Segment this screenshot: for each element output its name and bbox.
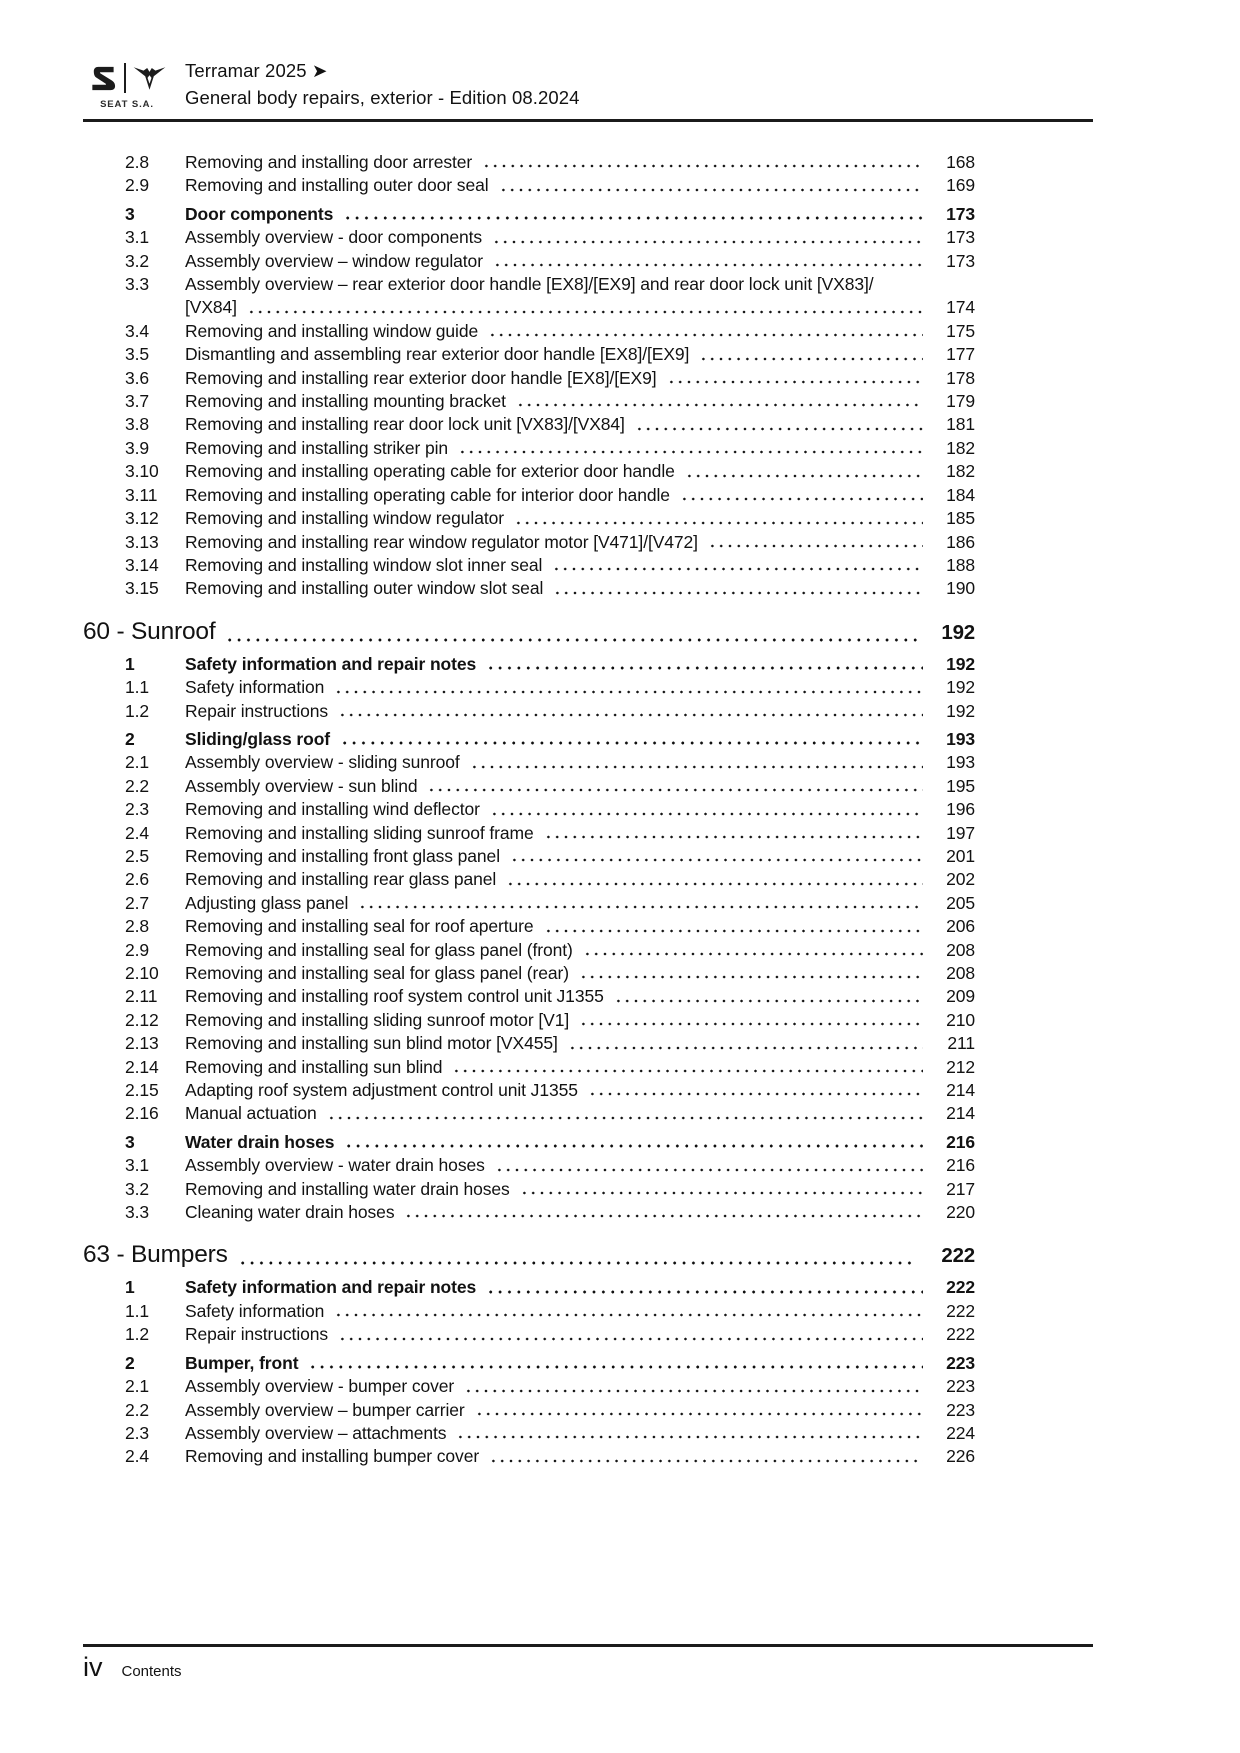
toc-entry-number: 2.1 (125, 752, 150, 773)
toc-entry-row (83, 151, 975, 174)
toc-entry-title: Manual actuation (185, 1103, 317, 1124)
toc-entry-number: 3.14 (125, 554, 159, 575)
toc-entry-number: 3.3 (125, 274, 150, 295)
toc-entry-title: Removing and installing sliding sunroof motor [V1] (185, 1009, 570, 1030)
toc-entry-page: 210 (946, 1009, 975, 1030)
toc-entry-row (83, 676, 975, 699)
toc-entry-number: 3.5 (125, 344, 150, 365)
toc-entry-row (83, 437, 975, 460)
brand-block (83, 60, 171, 110)
toc-entry-page: 222 (946, 1324, 975, 1345)
toc-entry-title: Assembly overview - sliding sunroof (185, 752, 460, 773)
toc-entry-page: 181 (946, 414, 975, 435)
toc-entry-page: 192 (946, 700, 975, 721)
dot-leader (468, 751, 923, 774)
dot-leader (462, 1375, 923, 1398)
seat-logo-icon (88, 64, 117, 93)
toc-entry-page: 173 (946, 203, 975, 224)
dot-leader (518, 1178, 923, 1201)
toc-entry-row (83, 939, 975, 962)
toc-entry-page: 175 (946, 320, 975, 341)
toc-entry-number: 2.2 (125, 775, 150, 796)
toc-entry-page: 223 (946, 1376, 975, 1397)
toc-entry-title: Removing and installing striker pin (185, 437, 449, 458)
toc-entry-title: Repair instructions (185, 700, 329, 721)
toc-entry-page: 190 (946, 578, 975, 599)
toc-entry-number: 1.2 (125, 700, 150, 721)
toc-entry-title: Removing and installing operating cable for exterior door handle (185, 461, 675, 482)
dot-leader (332, 676, 923, 699)
toc-entry-page: 182 (946, 461, 975, 482)
toc-entry-title: Removing and installing roof system control unit J1355 (185, 986, 604, 1007)
toc-entry-page: 211 (947, 1033, 975, 1054)
dot-leader (493, 1154, 923, 1177)
dot-leader (586, 1079, 923, 1102)
toc-entry-page: 182 (946, 437, 975, 458)
toc-entry-row (83, 343, 975, 366)
toc-entry-row (83, 1056, 975, 1079)
dot-leader (706, 531, 923, 554)
toc-entry-number: 1.1 (125, 677, 150, 698)
toc-entry-title: Safety information (185, 677, 325, 698)
dot-leader (425, 775, 923, 798)
dot-leader (551, 577, 923, 600)
dot-leader (678, 484, 923, 507)
toc-entry-number: 2.14 (125, 1056, 159, 1077)
toc-entry-number: 2.1 (125, 1376, 150, 1397)
page-header (83, 56, 1093, 111)
toc-entry-number: 2.2 (125, 1399, 150, 1420)
toc-entry-page: 173 (946, 250, 975, 271)
toc-entry-number: 2.7 (125, 892, 150, 913)
dot-leader (542, 915, 923, 938)
toc-entry-row (83, 250, 975, 273)
toc-entry-row (83, 1422, 975, 1445)
toc-entry-row (83, 1445, 975, 1468)
toc-entry-title: Dismantling and assembling rear exterior door handle [EX8]/[EX9] (185, 344, 690, 365)
toc-entry-number: 3.2 (125, 1178, 150, 1199)
toc-entry-page: 205 (946, 892, 975, 913)
toc-entry-title: Removing and installing front glass panel (185, 845, 500, 866)
toc-entry-row (83, 413, 975, 436)
toc-entry-page: 209 (946, 986, 975, 1007)
toc-entry-number: 3.7 (125, 391, 150, 412)
toc-entry-title: Removing and installing sliding sunroof frame (185, 822, 534, 843)
toc-entry-page: 197 (946, 822, 975, 843)
toc-entry-number: 2.9 (125, 175, 150, 196)
toc-entry-number: 2.12 (125, 1009, 159, 1030)
dot-leader (697, 343, 923, 366)
toc-chapter-row (83, 1239, 975, 1271)
toc-entry-page: 174 (946, 297, 975, 318)
toc-entry-title: Removing and installing mounting bracket (185, 391, 506, 412)
dot-leader (683, 460, 923, 483)
toc-entry-page: 188 (946, 554, 975, 575)
dot-leader (491, 250, 923, 273)
toc-entry-page: 216 (946, 1155, 975, 1176)
toc-entry-row (83, 798, 975, 821)
toc-entry-number: 3.4 (125, 320, 150, 341)
toc-entry-number: 2.11 (125, 986, 158, 1007)
dot-leader (356, 892, 923, 915)
toc-entry-row-continuation (83, 296, 975, 319)
toc-entry-row (83, 320, 975, 343)
toc-entry-page: 169 (946, 175, 975, 196)
toc-entry-title: Assembly overview – window regulator (185, 250, 483, 271)
toc-entry-number: 1.2 (125, 1324, 150, 1345)
toc-entry-page: 214 (946, 1103, 975, 1124)
toc-entry-title: Adapting roof system adjustment control unit J1355 (185, 1080, 578, 1101)
dot-leader (612, 985, 923, 1008)
toc-entry-title: Adjusting glass panel (185, 892, 349, 913)
toc-entry-page: 226 (946, 1446, 975, 1467)
dot-leader (245, 296, 923, 319)
toc-entry-row (83, 962, 975, 985)
toc-entry-row (83, 1102, 975, 1125)
dot-leader (338, 728, 923, 751)
cupra-logo-icon (133, 65, 166, 92)
dot-leader (542, 822, 923, 845)
toc-entry-row (83, 507, 975, 530)
toc-entry-title: Assembly overview – bumper carrier (185, 1399, 465, 1420)
toc-entry-row (83, 985, 975, 1008)
document-subtitle: General body repairs, exterior - Edition 08.2024 (185, 86, 580, 108)
toc-entry-number: 2 (125, 728, 135, 749)
dot-leader (497, 174, 923, 197)
toc-entry-title: Assembly overview - water drain hoses (185, 1155, 485, 1176)
toc-entry-page: 178 (946, 367, 975, 388)
toc-entry-title: Removing and installing sun blind motor [VX455] (185, 1033, 558, 1054)
toc-entry-title: Removing and installing window regulator (185, 508, 504, 529)
toc-entry-page: 185 (946, 508, 975, 529)
dot-leader (332, 1300, 923, 1323)
toc-entry-number: 1 (125, 653, 135, 674)
toc-entry-title: Removing and installing door arrester (185, 152, 473, 172)
toc-entry-row (83, 892, 975, 915)
toc-entry-number: 3 (125, 1131, 135, 1152)
toc-entry-row (83, 915, 975, 938)
toc-entry-title: Assembly overview – attachments (185, 1422, 447, 1443)
brand-name: SEAT S.A. (100, 99, 154, 110)
toc-entry-number: 3.15 (125, 578, 159, 599)
toc-entry-title-continued: [VX84] (185, 297, 237, 318)
dot-leader (484, 1276, 923, 1299)
toc-entry-page: 220 (946, 1202, 975, 1223)
toc-entry-number: 2.8 (125, 152, 150, 172)
toc-entry-row (83, 700, 975, 723)
toc-entry-number: 3.3 (125, 1202, 150, 1223)
dot-leader (487, 1445, 923, 1468)
toc-entry-row (83, 554, 975, 577)
dot-leader (566, 1032, 923, 1055)
toc-entry-number: 3.1 (125, 227, 150, 248)
dot-leader (665, 367, 923, 390)
toc-entry-row (83, 273, 975, 296)
toc-entry-title: Removing and installing rear glass panel (185, 869, 497, 890)
toc-entry-row (83, 728, 975, 751)
toc-entry-title: Cleaning water drain hoses (185, 1202, 395, 1223)
toc-entry-page: 222 (946, 1300, 975, 1321)
toc-entry-number: 3.12 (125, 508, 159, 529)
toc-entry-row (83, 367, 975, 390)
toc-entry-title: Sliding/glass roof (185, 728, 331, 749)
toc-entry-row (83, 1201, 975, 1224)
toc-entry-page: 223 (946, 1352, 975, 1373)
toc-entry-row (83, 1131, 975, 1154)
dot-leader (512, 507, 923, 530)
dot-leader (490, 226, 923, 249)
toc-entry-number: 3.11 (125, 484, 158, 505)
toc-chapter-page: 192 (941, 620, 975, 644)
toc-entry-page: 222 (946, 1277, 975, 1298)
dot-leader (484, 653, 923, 676)
toc-entry-page: 212 (946, 1056, 975, 1077)
toc-entry-page: 186 (946, 531, 975, 552)
toc-entry-row (83, 1079, 975, 1102)
toc-entry-title: Assembly overview – rear exterior door handle [EX8]/[EX9] and rear door lock unit [VX83]/ (185, 274, 874, 295)
dot-leader (633, 413, 923, 436)
toc-entry-row (83, 822, 975, 845)
toc-entry-number: 1 (125, 1277, 135, 1298)
toc-entry-page: 224 (946, 1422, 975, 1443)
toc-entry-title: Removing and installing seal for glass panel (front) (185, 939, 573, 960)
toc-entry-row (83, 1276, 975, 1299)
dot-leader (236, 1239, 917, 1271)
toc-entry-row (83, 845, 975, 868)
toc-entry-row (83, 1154, 975, 1177)
document-titles (185, 56, 1093, 111)
toc-entry-row (83, 531, 975, 554)
toc-entry-title: Bumper, front (185, 1352, 299, 1373)
toc-entry-page: 177 (946, 344, 975, 365)
toc-entry-number: 3.10 (125, 461, 159, 482)
toc-entry-row (83, 1375, 975, 1398)
toc-entry-page: 192 (946, 653, 975, 674)
toc-entry-number: 3.6 (125, 367, 150, 388)
toc-entry-number: 2.16 (125, 1103, 159, 1124)
toc-entry-title: Removing and installing rear door lock unit [VX83]/[VX84] (185, 414, 625, 435)
dot-leader (454, 1422, 923, 1445)
toc-entry-title: Assembly overview - door components (185, 227, 483, 248)
toc-entry-number: 3.13 (125, 531, 159, 552)
table-of-contents (83, 151, 975, 1469)
toc-entry-page: 173 (946, 227, 975, 248)
toc-entry-row (83, 390, 975, 413)
toc-entry-row (83, 1352, 975, 1375)
toc-entry-number: 1.1 (125, 1300, 150, 1321)
toc-entry-page: 202 (946, 869, 975, 890)
toc-chapter-title: 60 - Sunroof (83, 617, 216, 645)
toc-entry-number: 2.9 (125, 939, 150, 960)
toc-entry-number: 2.8 (125, 916, 150, 937)
toc-entry-number: 2.4 (125, 822, 150, 843)
dot-leader (223, 616, 917, 648)
toc-entry-title: Removing and installing sun blind (185, 1056, 443, 1077)
dot-leader (577, 962, 923, 985)
toc-chapter-title: 63 - Bumpers (83, 1241, 228, 1269)
dot-leader (450, 1056, 923, 1079)
page-footer (83, 1652, 182, 1682)
toc-entry-row (83, 174, 975, 197)
toc-entry-title: Removing and installing operating cable for interior door handle (185, 484, 670, 505)
toc-entry-title: Repair instructions (185, 1324, 329, 1345)
dot-leader (341, 203, 923, 226)
toc-entry-title: Assembly overview - bumper cover (185, 1376, 455, 1397)
toc-entry-page: 179 (946, 391, 975, 412)
toc-entry-number: 2.6 (125, 869, 150, 890)
toc-chapter-row (83, 616, 975, 648)
toc-entry-page: 217 (946, 1178, 975, 1199)
logo-divider (124, 63, 126, 93)
toc-entry-number: 2.15 (125, 1080, 159, 1101)
toc-entry-title: Removing and installing water drain hoses (185, 1178, 510, 1199)
toc-entry-row (83, 1032, 975, 1055)
toc-entry-row (83, 1009, 975, 1032)
toc-entry-row (83, 484, 975, 507)
dot-leader (336, 700, 923, 723)
dot-leader (473, 1399, 923, 1422)
dot-leader (488, 798, 923, 821)
document-model-title: Terramar 2025 ➤ (185, 60, 328, 81)
toc-entry-number: 3.1 (125, 1155, 150, 1176)
toc-entry-row (83, 1178, 975, 1201)
toc-entry-row (83, 1300, 975, 1323)
toc-entry-page: 184 (946, 484, 975, 505)
toc-entry-row (83, 460, 975, 483)
toc-entry-page: 216 (946, 1131, 975, 1152)
toc-entry-row (83, 751, 975, 774)
dot-leader (504, 868, 923, 891)
toc-entry-page: 193 (946, 728, 975, 749)
toc-entry-number: 2.13 (125, 1033, 159, 1054)
dot-leader (581, 939, 923, 962)
dot-leader (325, 1102, 923, 1125)
toc-entry-page: 196 (946, 799, 975, 820)
toc-entry-title: Safety information and repair notes (185, 653, 477, 674)
toc-entry-page: 208 (946, 963, 975, 983)
toc-entry-page: 223 (946, 1399, 975, 1420)
toc-entry-title: Removing and installing window guide (185, 320, 479, 341)
toc-entry-title: Water drain hoses (185, 1131, 335, 1152)
toc-entry-row (83, 1323, 975, 1346)
toc-entry-title: Removing and installing seal for roof aperture (185, 916, 534, 937)
toc-entry-page: 206 (946, 916, 975, 937)
toc-entry-page: 192 (946, 677, 975, 698)
toc-entry-title: Removing and installing rear window regulator motor [V471]/[V472] (185, 531, 698, 552)
toc-entry-title: Safety information and repair notes (185, 1277, 477, 1298)
toc-entry-title: Removing and installing rear exterior door handle [EX8]/[EX9] (185, 367, 657, 388)
toc-entry-number: 2.3 (125, 1422, 150, 1443)
toc-entry-title: Removing and installing wind deflector (185, 799, 480, 820)
toc-entry-title: Safety information (185, 1300, 325, 1321)
toc-entry-title: Removing and installing bumper cover (185, 1446, 480, 1467)
dot-leader (514, 390, 923, 413)
toc-entry-number: 2.3 (125, 799, 150, 820)
toc-entry-page: 168 (946, 152, 975, 172)
dot-leader (480, 151, 923, 174)
toc-entry-title: Door components (185, 203, 334, 224)
dot-leader (456, 437, 923, 460)
toc-entry-row (83, 203, 975, 226)
toc-entry-number: 2 (125, 1352, 135, 1373)
dot-leader (577, 1009, 923, 1032)
toc-entry-title: Removing and installing outer window slot seal (185, 578, 544, 599)
toc-entry-number: 3.8 (125, 414, 150, 435)
dot-leader (508, 845, 923, 868)
page-number: iv (83, 1652, 103, 1682)
brand-logos (83, 60, 171, 96)
dot-leader (402, 1201, 923, 1224)
toc-entry-title: Removing and installing seal for glass panel (rear) (185, 963, 569, 983)
dot-leader (306, 1352, 923, 1375)
toc-entry-page: 201 (946, 845, 975, 866)
toc-entry-page: 214 (946, 1080, 975, 1101)
toc-entry-number: 2.10 (125, 963, 159, 983)
dot-leader (550, 554, 923, 577)
toc-entry-page: 208 (946, 939, 975, 960)
dot-leader (486, 320, 923, 343)
toc-chapter-page: 222 (941, 1244, 975, 1268)
toc-entry-row (83, 868, 975, 891)
toc-entry-row (83, 653, 975, 676)
toc-entry-number: 3.2 (125, 250, 150, 271)
dot-leader (336, 1323, 923, 1346)
toc-entry-number: 3.9 (125, 437, 150, 458)
footer-rule (83, 1644, 1093, 1647)
footer-label: Contents (121, 1663, 182, 1680)
toc-entry-page: 195 (946, 775, 975, 796)
toc-entry-row (83, 775, 975, 798)
toc-entry-title: Assembly overview - sun blind (185, 775, 418, 796)
header-rule (83, 119, 1093, 122)
toc-entry-row (83, 1399, 975, 1422)
dot-leader (342, 1131, 923, 1154)
toc-entry-number: 3 (125, 203, 135, 224)
toc-entry-row (83, 577, 975, 600)
toc-entry-number: 2.4 (125, 1446, 150, 1467)
toc-entry-row (83, 226, 975, 249)
toc-entry-page: 193 (946, 752, 975, 773)
toc-entry-number: 2.5 (125, 845, 150, 866)
toc-entry-title: Removing and installing outer door seal (185, 175, 489, 196)
toc-entry-title: Removing and installing window slot inner seal (185, 554, 543, 575)
